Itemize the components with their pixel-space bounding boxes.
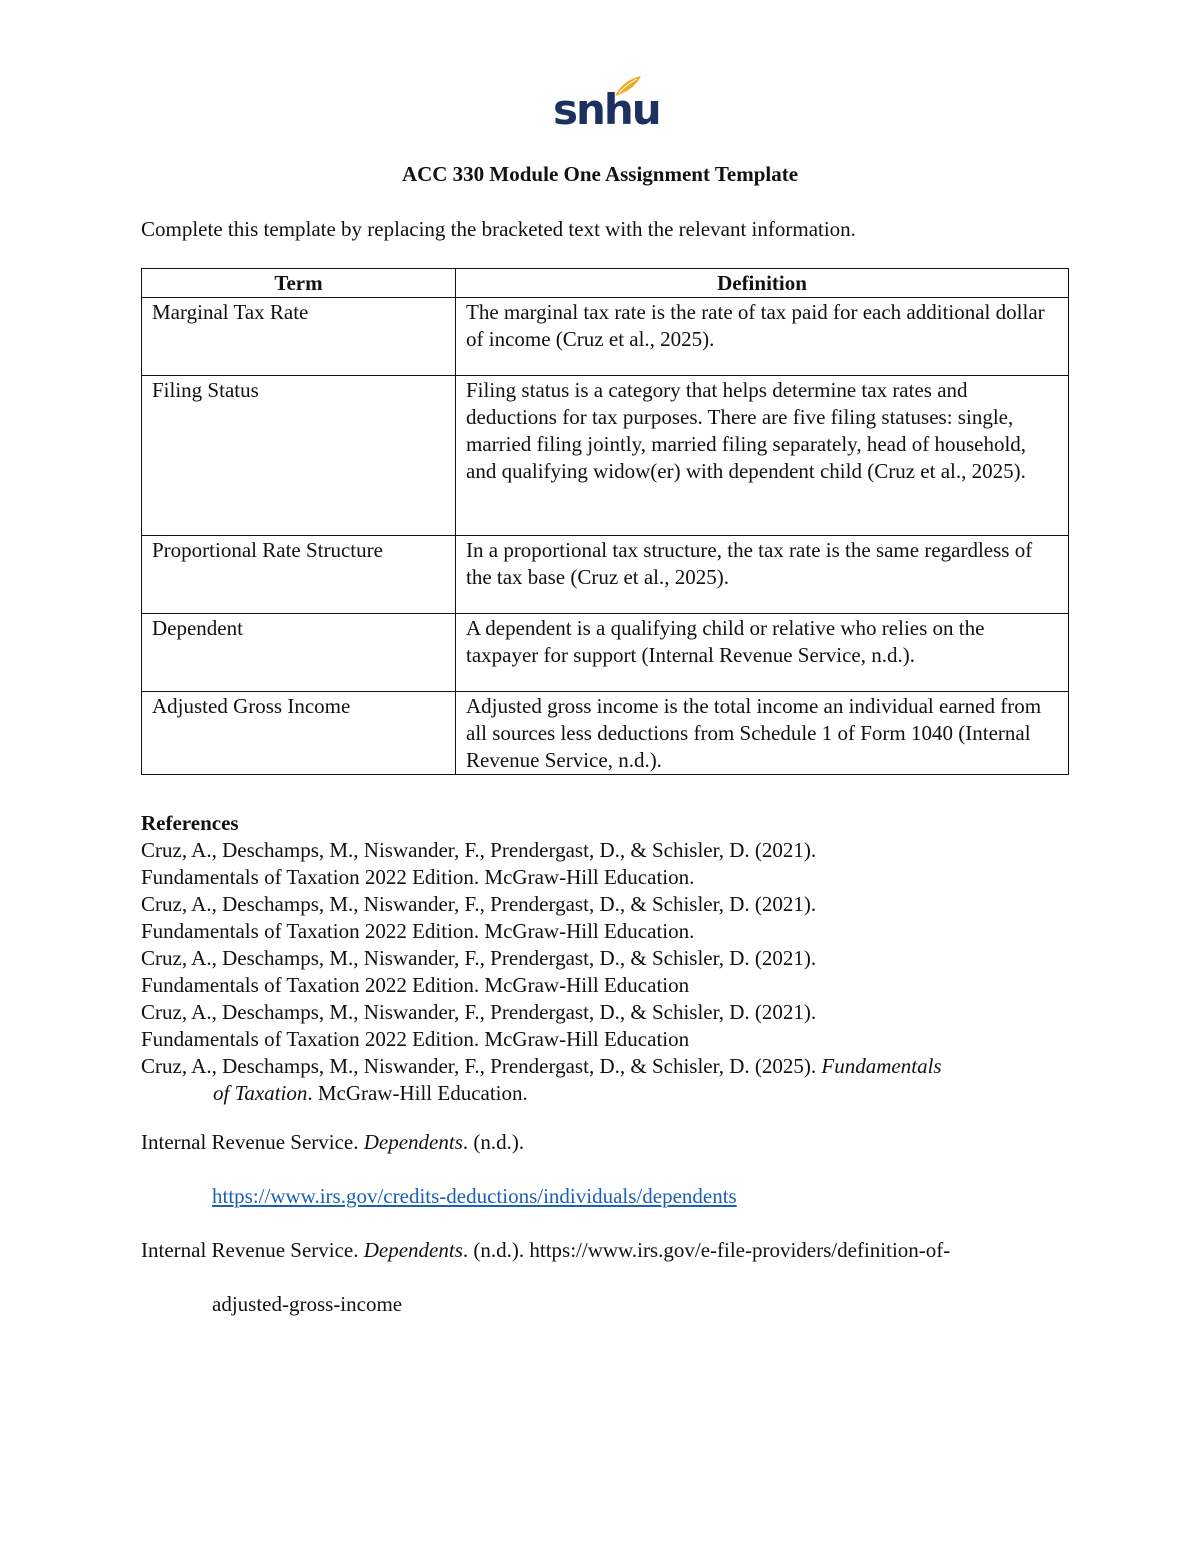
- reference-title-cont: of Taxation: [213, 1081, 308, 1105]
- table-row: [142, 536, 1069, 614]
- reference-line: Fundamentals of Taxation 2022 Edition. McGraw-Hill Education: [141, 973, 690, 997]
- terms-table: [141, 268, 1069, 775]
- reference-url-cont: adjusted-gross-income: [212, 1292, 403, 1316]
- reference-authors: Cruz, A., Deschamps, M., Niswander, F., Prendergast, D., & Schisler, D. (2025).: [141, 1054, 822, 1078]
- header-term: Term: [142, 269, 456, 298]
- definition-cell: A dependent is a qualifying child or relative who relies on the taxpayer for support (Internal Revenue Service, n.d.).: [456, 614, 1069, 692]
- table-row: [142, 692, 1069, 775]
- leaf-icon: [613, 74, 643, 98]
- term-cell: Filing Status: [142, 376, 456, 536]
- reference-author: Internal Revenue Service.: [141, 1130, 364, 1154]
- reference-title: Dependents: [363, 1238, 463, 1262]
- term-cell: Proportional Rate Structure: [142, 536, 456, 614]
- reference-line: Fundamentals of Taxation 2022 Edition. McGraw-Hill Education.: [141, 865, 695, 889]
- reference-line: Cruz, A., Deschamps, M., Niswander, F., Prendergast, D., & Schisler, D. (2021).: [141, 892, 817, 916]
- definition-cell: Filing status is a category that helps determine tax rates and deductions for tax purposes. There are five filing statuses: single, married filing jointly, married filing separately, head of household, and qualifying widow(er) with dependent child (Cruz et al., 2025).: [456, 376, 1069, 536]
- reference-line: Fundamentals of Taxation 2022 Edition. McGraw-Hill Education: [141, 1027, 690, 1051]
- term-cell: Adjusted Gross Income: [142, 692, 456, 775]
- table-header-row: [142, 269, 1069, 298]
- reference-cruz-2025-cont: [141, 1080, 1061, 1107]
- reference-irs-agi: [141, 1236, 950, 1264]
- reference-line: Fundamentals of Taxation 2022 Edition. McGraw-Hill Education.: [141, 919, 695, 943]
- table-row: [142, 376, 1069, 536]
- reference-cruz-2025: [141, 1053, 1061, 1080]
- reference-irs-dependents: [141, 1128, 524, 1156]
- reference-title: Dependents: [363, 1130, 463, 1154]
- term-cell: Dependent: [142, 614, 456, 692]
- reference-url-line: [212, 1182, 737, 1210]
- reference-url-text: . (n.d.). https://www.irs.gov/e-file-providers/definition-of-: [462, 1238, 951, 1262]
- references-section: [141, 810, 1061, 1107]
- reference-author: Internal Revenue Service.: [141, 1238, 364, 1262]
- page-title: ACC 330 Module One Assignment Template: [401, 162, 799, 186]
- irs-dependents-link[interactable]: https://www.irs.gov/credits-deductions/individuals/dependents: [212, 1184, 737, 1208]
- definition-cell: Adjusted gross income is the total income an individual earned from all sources less deductions from Schedule 1 of Form 1040 (Internal Revenue Service, n.d.).: [456, 692, 1069, 775]
- definition-cell: The marginal tax rate is the rate of tax paid for each additional dollar of income (Cruz et al., 2025).: [456, 298, 1069, 376]
- reference-line: Cruz, A., Deschamps, M., Niswander, F., Prendergast, D., & Schisler, D. (2021).: [141, 838, 817, 862]
- definition-cell: In a proportional tax structure, the tax rate is the same regardless of the tax base (Cruz et al., 2025).: [456, 536, 1069, 614]
- intro-text: Complete this template by replacing the bracketed text with the relevant information.: [141, 217, 856, 241]
- reference-line: Cruz, A., Deschamps, M., Niswander, F., Prendergast, D., & Schisler, D. (2021).: [141, 1000, 817, 1024]
- reference-date: . (n.d.).: [462, 1130, 525, 1154]
- logo-text: snhu: [553, 85, 660, 134]
- reference-line: Cruz, A., Deschamps, M., Niswander, F., Prendergast, D., & Schisler, D. (2021).: [141, 946, 817, 970]
- snhu-logo: [553, 74, 660, 134]
- reference-publisher: . McGraw-Hill Education.: [307, 1081, 528, 1105]
- reference-title: Fundamentals: [821, 1054, 942, 1078]
- header-definition: Definition: [456, 269, 1069, 298]
- table-row: [142, 614, 1069, 692]
- references-heading: References: [141, 811, 239, 835]
- term-cell: Marginal Tax Rate: [142, 298, 456, 376]
- table-row: [142, 298, 1069, 376]
